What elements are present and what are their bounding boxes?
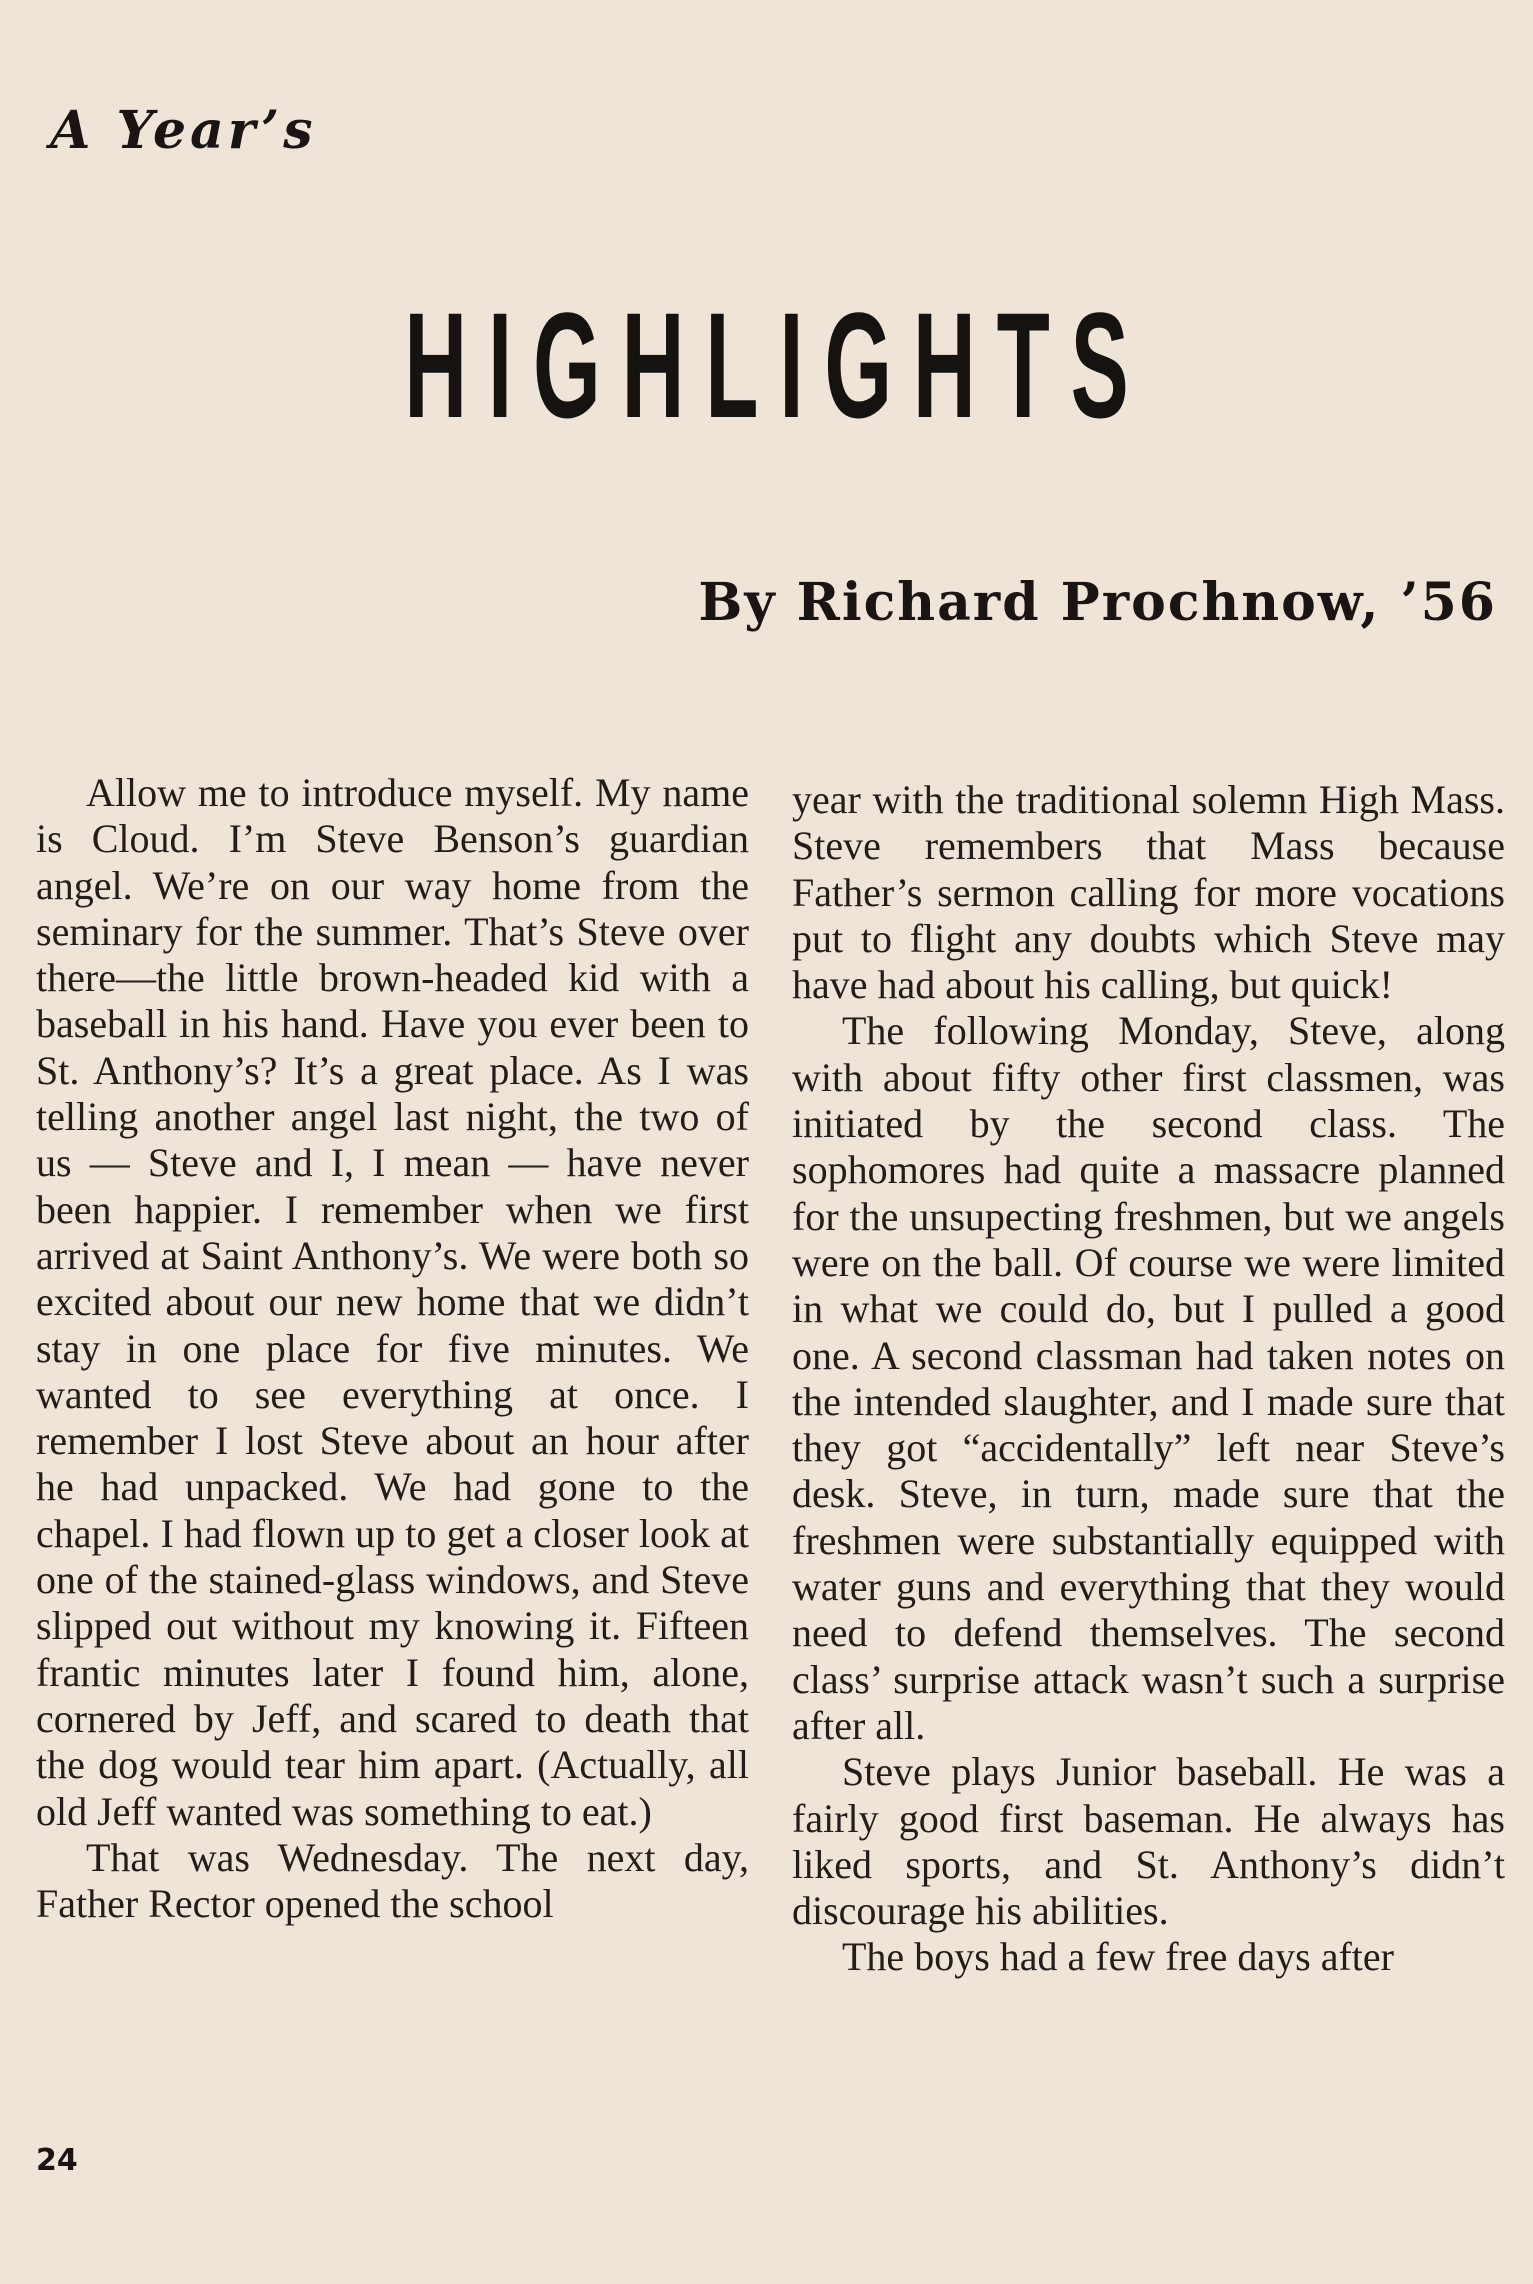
- text-column-right: [792, 777, 1505, 1981]
- text-column-left: [36, 770, 749, 1927]
- paragraph: The following Monday, Steve, along with about fifty other first classmen, was initiated by the second class. The sophomores had quite a massacre planned for the unsupecting freshmen, but we angels were on the ball. Of course we were limited in what we could do, but I pulled a good one. A second classman had taken notes on the intended slaughter, and I made sure that they got “accidentally” left near Steve’s desk. Steve, in turn, made sure that the freshmen were substantially equipped with water guns and everything that they would need to defend themselves. The second class’ surprise attack wasn’t such a surprise after all.: [792, 1008, 1505, 1748]
- article-byline: By Richard Prochnow, ’56: [698, 572, 1497, 633]
- paragraph-continued: year with the traditional solemn High Mass. Steve remembers that Mass because Father’s sermon calling for more vocations put to flight any doubts which Steve may have had about his calling, but quick!: [792, 777, 1505, 1008]
- paragraph: Allow me to introduce myself. My name is Cloud. I’m Steve Benson’s guardian angel. We’re on our way home from the seminary for the summer. That’s Steve over there—the little brown-headed kid with a baseball in his hand. Have you ever been to St. Anthony’s? It’s a great place. As I was telling another angel last night, the two of us — Steve and I, I mean — have never been happier. I remember when we first arrived at Saint Anthony’s. We were both so excited about our new home that we didn’t stay in one place for five minutes. We wanted to see everything at once. I remember I lost Steve about an hour after he had unpacked. We had gone to the chapel. I had flown up to get a closer look at one of the stained-glass windows, and Steve slipped out without my knowing it. Fifteen frantic minutes later I found him, alone, cornered by Jeff, and scared to death that the dog would tear him apart. (Actually, all old Jeff wanted was something to eat.): [36, 770, 749, 1834]
- paragraph: Steve plays Junior baseball. He was a fairly good first baseman. He always has liked sports, and St. Anthony’s didn’t discourage his abilities.: [792, 1749, 1505, 1934]
- paragraph: The boys had a few free days after: [842, 1934, 1394, 1980]
- article-title: HIGHLIGHTS: [404, 281, 1150, 449]
- paragraph: That was Wednesday. The next day, Father Rector opened the school: [36, 1834, 749, 1927]
- article-kicker: A Year’s: [50, 100, 317, 161]
- page-number: 24: [36, 2143, 78, 2178]
